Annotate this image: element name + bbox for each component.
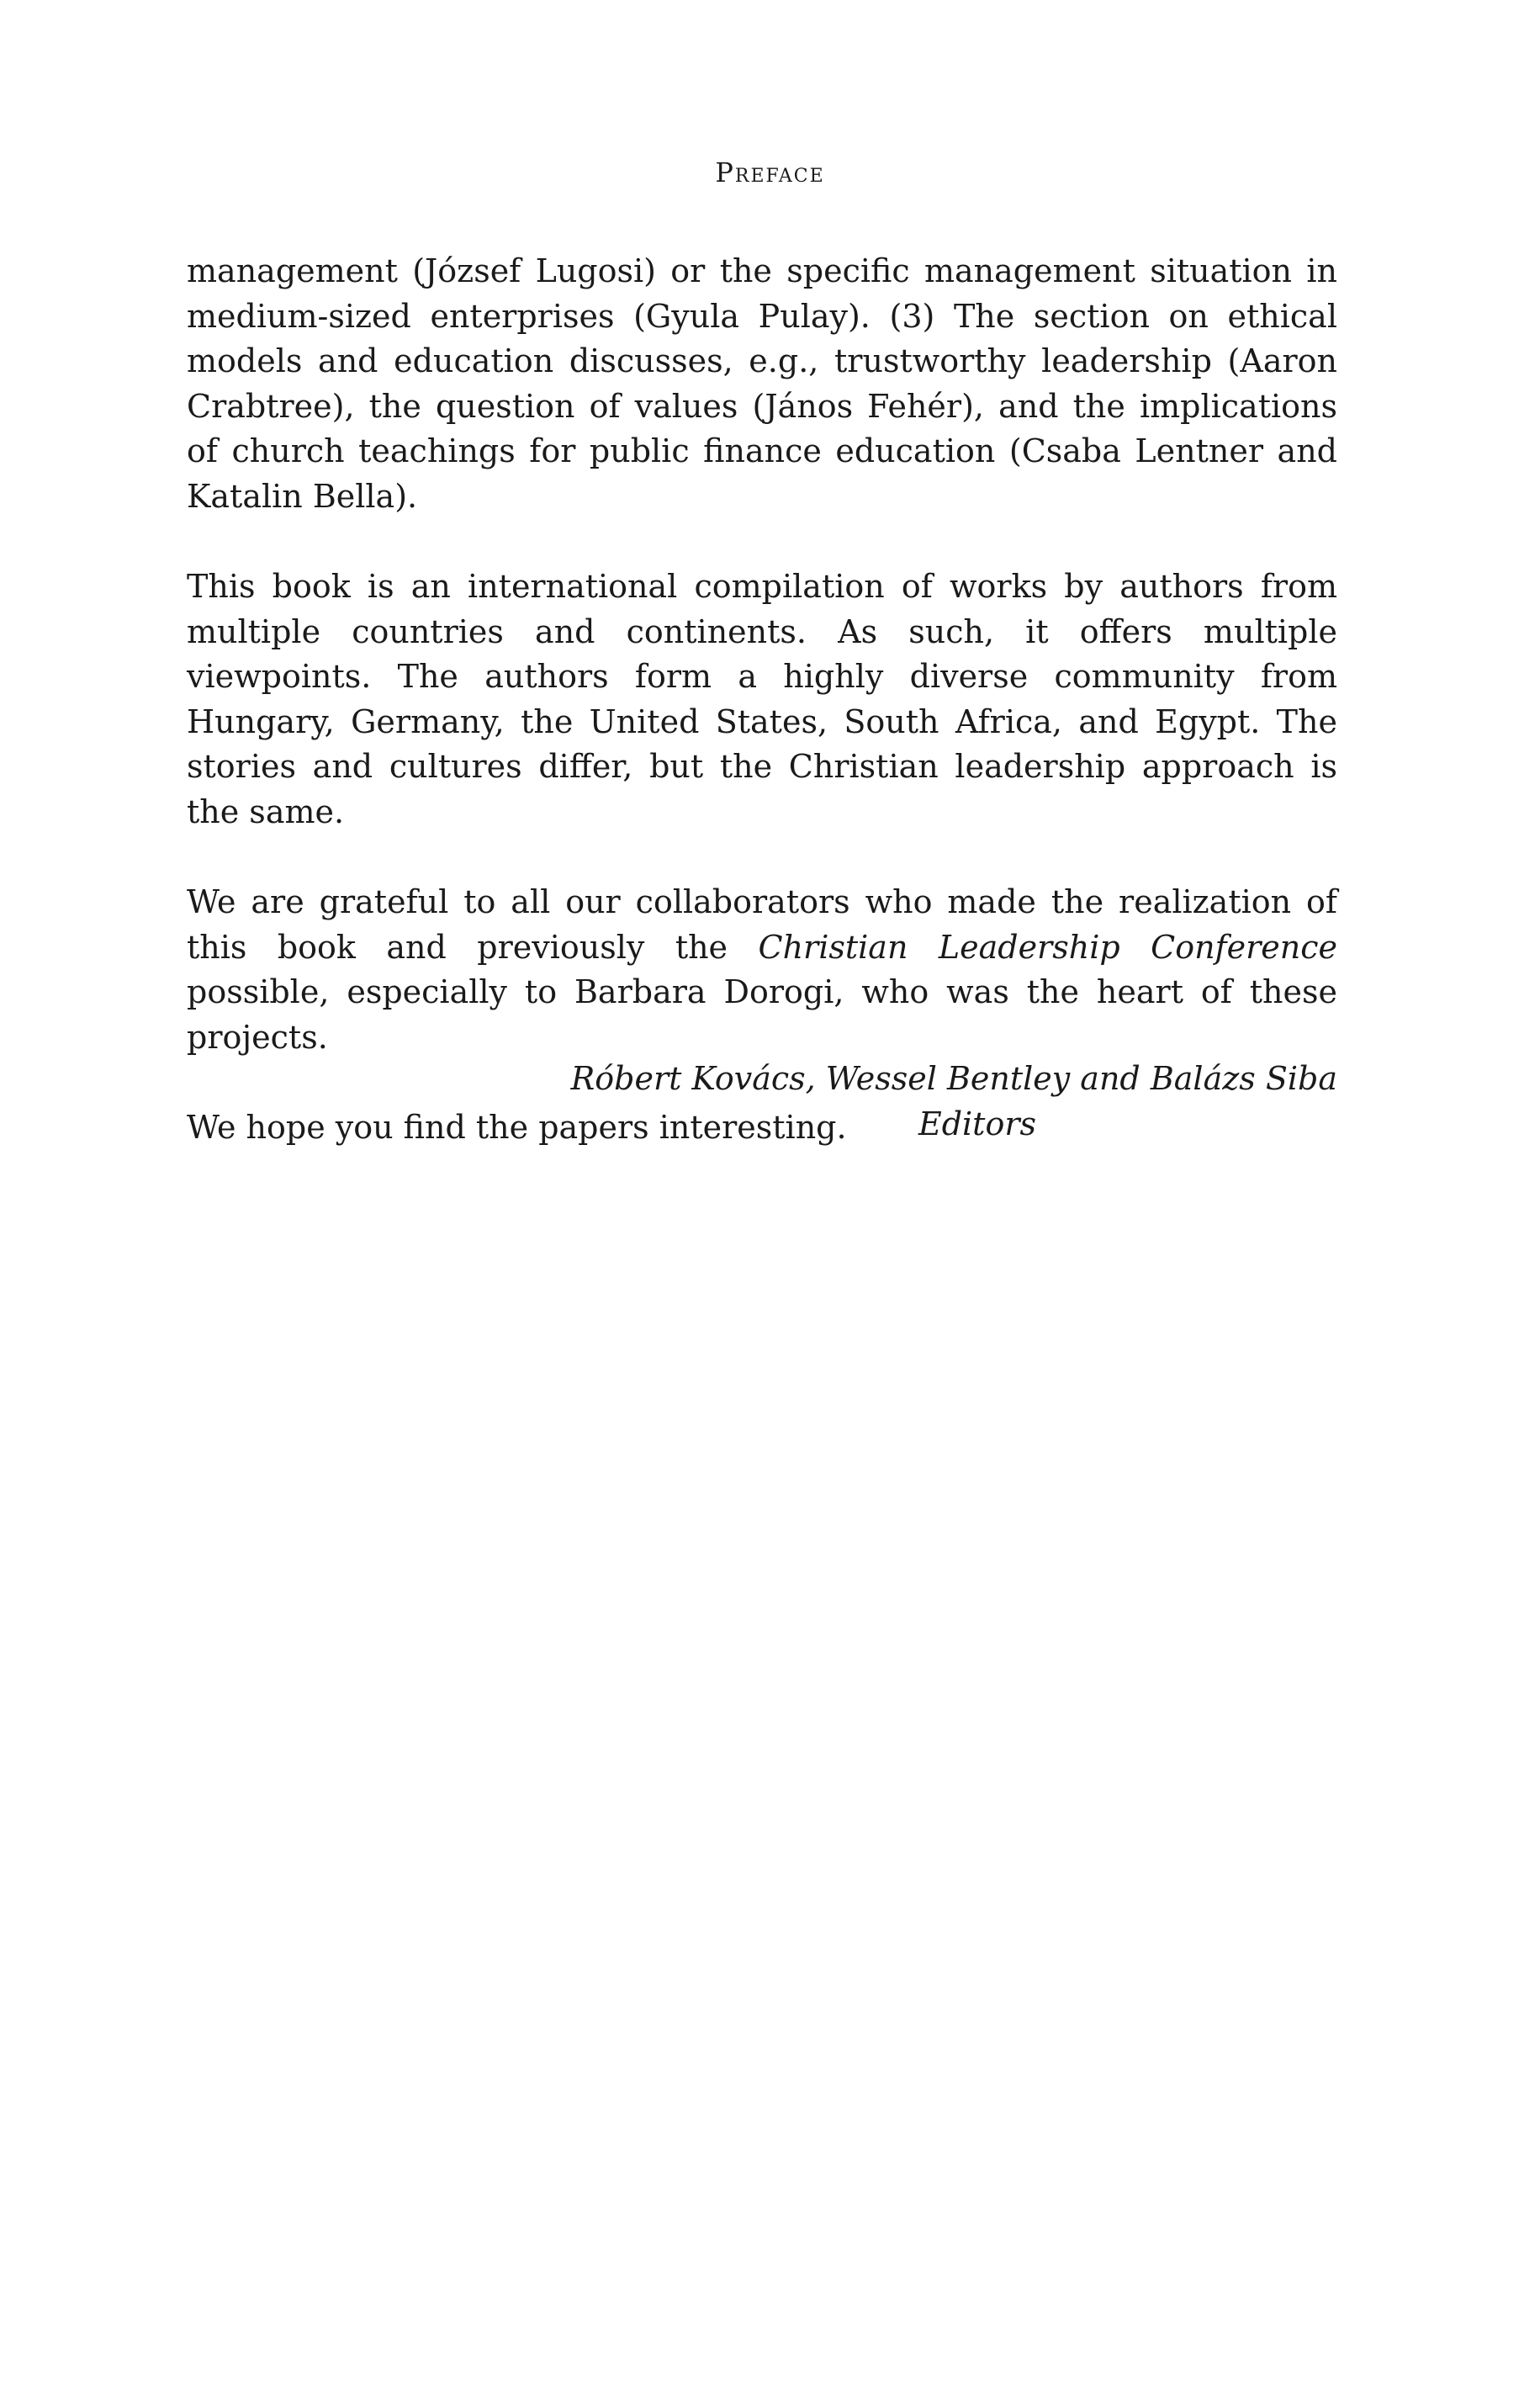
paragraph-acknowledgements bbox=[187, 880, 1337, 1060]
editors-label: Editors bbox=[918, 1105, 1036, 1142]
editors-label-line bbox=[187, 1102, 1337, 1147]
acknowledgements-text-after: possible, especially to Barbara Dorogi, who was the heart of these projects. bbox=[187, 973, 1337, 1056]
acknowledgements-text-before: We are grateful to all our collaborators who made the realization of this book and previously the bbox=[187, 883, 1337, 966]
paragraph-closing: We hope you find the papers interesting. bbox=[187, 1109, 847, 1146]
running-head: Preface bbox=[715, 156, 825, 188]
paragraph-sections-summary: management (József Lugosi) or the specific management situation in medium-sized enterprises (Gyula Pulay). (3) The section on ethical models and education discusses, e.g., trustworthy leadership (Aaron Crabtree), the question of values (János Fehér), and the implications of church teachings for public finance education (Csaba Lentner and Katalin Bella). bbox=[187, 252, 1337, 515]
conference-title: Christian Leadership Conference bbox=[758, 928, 1337, 966]
body-text bbox=[187, 249, 1337, 1196]
paragraph-international-compilation: This book is an international compilation of works by authors from multiple countries and continents. As such, it offers multiple viewpoints. The authors form a highly diverse community from Hungary, Germany, the United States, South Africa, and Egypt. The stories and cultures differ, but the Christian leadership approach is the same. bbox=[187, 568, 1337, 830]
editor-names: Róbert Kovács, Wessel Bentley and Balázs Siba bbox=[570, 1060, 1337, 1097]
